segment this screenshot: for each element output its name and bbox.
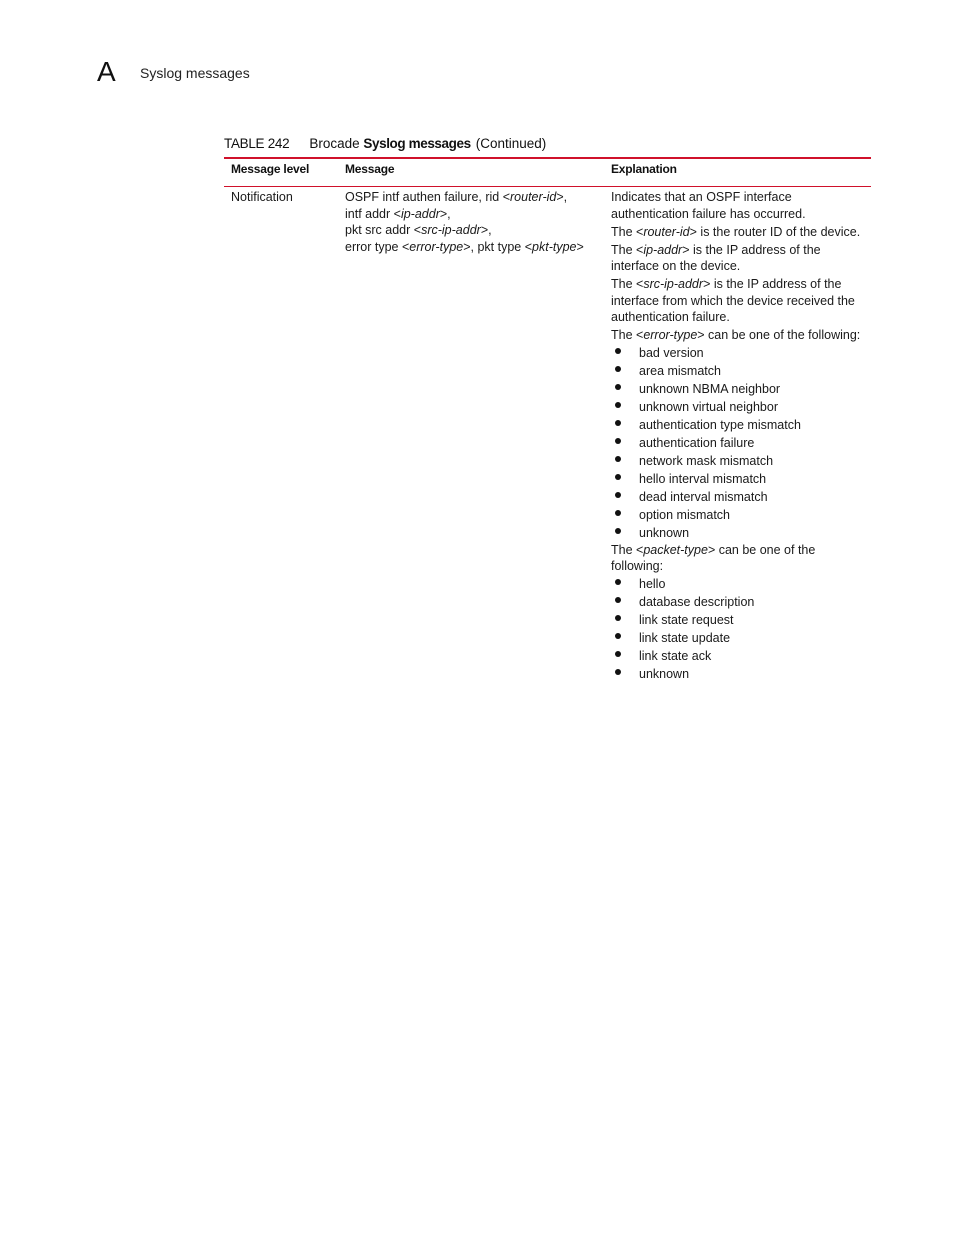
list-item: link state update	[611, 629, 866, 647]
table-title-suffix: (Continued)	[475, 136, 547, 151]
bullet-icon	[615, 579, 621, 585]
bullet-icon	[615, 651, 621, 657]
bullet-icon	[615, 348, 621, 354]
bullet-icon	[615, 474, 621, 480]
list-item: network mask mismatch	[611, 452, 866, 470]
list-item: hello interval mismatch	[611, 470, 866, 488]
list-item: hello	[611, 575, 866, 593]
table-label: TABLE 242	[224, 136, 290, 151]
list-item: authentication type mismatch	[611, 416, 866, 434]
column-header-message: Message	[345, 162, 395, 176]
table-title-prefix: Brocade	[309, 136, 364, 151]
explanation-error-type: The <error-type> can be one of the following:	[611, 328, 861, 342]
cell-message	[345, 189, 584, 255]
explanation-packet-type: The <packet-type> can be one of the following:	[611, 542, 816, 573]
chapter-letter: A	[97, 56, 116, 87]
error-type-list	[611, 344, 866, 542]
table-title-bold: Syslog messages	[363, 136, 471, 151]
list-item: option mismatch	[611, 506, 866, 524]
message-line: error type <error-type>, pkt type <pkt-type>	[345, 239, 584, 254]
message-line: OSPF intf authen failure, rid <router-id>,	[345, 190, 568, 204]
explanation-intro: Indicates that an OSPF interface authentication failure has occurred.	[611, 190, 806, 221]
bullet-icon	[615, 384, 621, 390]
running-head: Syslog messages	[140, 65, 250, 81]
message-line: intf addr <ip-addr>,	[345, 206, 451, 221]
list-item: area mismatch	[611, 362, 866, 380]
table-caption	[224, 136, 546, 151]
cell-message-level: Notification	[231, 190, 293, 204]
bullet-icon	[615, 438, 621, 444]
bullet-icon	[615, 615, 621, 621]
bullet-icon	[615, 633, 621, 639]
bullet-icon	[615, 456, 621, 462]
bullet-icon	[615, 492, 621, 498]
list-item: link state ack	[611, 647, 866, 665]
bullet-icon	[615, 402, 621, 408]
table-top-rule	[224, 157, 871, 159]
bullet-icon	[615, 420, 621, 426]
bullet-icon	[615, 366, 621, 372]
list-item: link state request	[611, 611, 866, 629]
message-line: pkt src addr <src-ip-addr>,	[345, 223, 492, 237]
list-item: unknown virtual neighbor	[611, 398, 866, 416]
bullet-icon	[615, 528, 621, 534]
list-item: authentication failure	[611, 434, 866, 452]
list-item: database description	[611, 593, 866, 611]
explanation-ip-addr: The <ip-addr> is the IP address of the interface on the device.	[611, 242, 821, 273]
list-item: bad version	[611, 344, 866, 362]
bullet-icon	[615, 669, 621, 675]
column-header-explanation: Explanation	[611, 162, 677, 176]
packet-type-list	[611, 575, 866, 683]
list-item: dead interval mismatch	[611, 488, 866, 506]
explanation-router-id: The <router-id> is the router ID of the device.	[611, 224, 861, 239]
bullet-icon	[615, 510, 621, 516]
list-item: unknown NBMA neighbor	[611, 380, 866, 398]
header-rule	[224, 186, 871, 187]
column-header-level: Message level	[231, 162, 310, 176]
cell-explanation	[611, 189, 866, 683]
list-item: unknown	[611, 665, 866, 683]
explanation-src-ip-addr: The <src-ip-addr> is the IP address of the interface from which the device received the authentication failure.	[611, 277, 855, 324]
bullet-icon	[615, 597, 621, 603]
list-item: unknown	[611, 524, 866, 542]
